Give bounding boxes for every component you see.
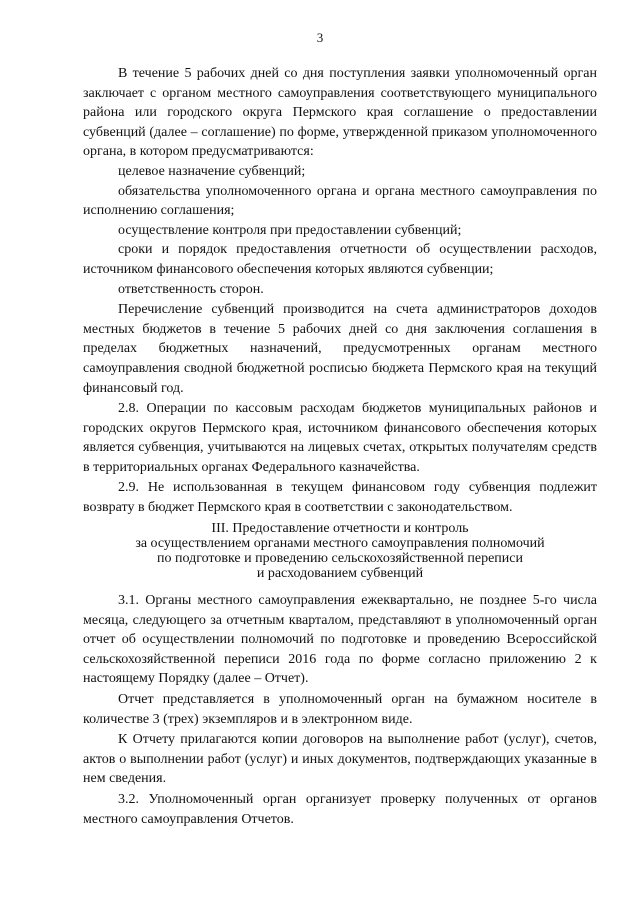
paragraph-agreement-intro: В течение 5 рабочих дней со дня поступления заявки уполномоченный орган заключает с органом местного самоуправления соответствующего муниципального района или городского округа Пермского края соглашение о предоставлении субвенций (далее – соглашение) по форме, утвержденной приказом уполномоченного органа, в котором предусматриваются: — [83, 66, 597, 160]
paragraph-3-1: 3.1. Органы местного самоуправления ежеквартально, не позднее 5-го числа месяца, следующего за отчетным кварталом, представляют в уполномоченный орган отчет об осуществлении полномочий по подготовке и проведению Всероссийской сельскохозяйственной переписи 2016 года по форме согласно приложению 2 к настоящему Порядку (далее – Отчет). — [83, 593, 597, 687]
paragraph-responsibility: ответственность сторон. — [118, 281, 264, 297]
section-heading-line: и расходованием субвенций — [256, 566, 424, 581]
section-heading-line: III. Предоставление отчетности и контроль — [211, 521, 469, 536]
paragraph-control: осуществление контроля при предоставлении субвенций; — [118, 222, 462, 238]
page-number: 3 — [316, 30, 324, 45]
paragraph-purpose: целевое назначение субвенций; — [118, 163, 306, 179]
paragraph-reporting-terms: сроки и порядок предоставления отчетности об осуществлении расходов, источником финансового обеспечения которых являются субвенции; — [83, 242, 597, 277]
paragraph-3-2: 3.2. Уполномоченный орган организует проверку полученных от органов местного самоуправления Отчетов. — [83, 791, 597, 827]
section-heading-line: по подготовке и проведению сельскохозяйственной переписи — [157, 551, 523, 566]
paragraph-report-format: Отчет представляется в уполномоченный орган на бумажном носителе в количестве 3 (трех) экземпляров и в электронном виде. — [83, 691, 597, 727]
section-heading-line: за осуществлением органами местного самоуправления полномочий — [135, 536, 545, 551]
paragraph-report-attachments: К Отчету прилагаются копии договоров на выполнение работ (услуг), счетов, актов о выполнении работ (услуг) и иных документов, подтверждающих указанные в нем сведения. — [83, 732, 597, 787]
paragraph-2-9: 2.9. Не использованная в текущем финансовом году субвенция подлежит возврату в бюджет Пермского края в соответствии с законодательством. — [83, 480, 597, 516]
section-heading — [83, 521, 597, 581]
paragraph-obligations: обязательства уполномоченного органа и органа местного самоуправления по исполнению соглашения; — [83, 183, 597, 219]
body-text-lower — [83, 591, 597, 829]
paragraph-2-8: 2.8. Операции по кассовым расходам бюджетов муниципальных районов и городских округов Пермского края, источником финансового обеспечения которых является субвенция, учитываются на лицевых счетах, открытых получателям средств в территориальных органах Федерального казначейства. — [83, 401, 597, 475]
paragraph-transfer: Перечисление субвенций производится на счета администраторов доходов местных бюджетов в течение 5 рабочих дней со дня заключения соглашения в пределах бюджетных назначений, предусмотренных органам местного самоуправления сводной бюджетной росписью бюджета Пермского края на текущий финансовый год. — [83, 302, 597, 396]
body-text-upper — [83, 64, 597, 518]
